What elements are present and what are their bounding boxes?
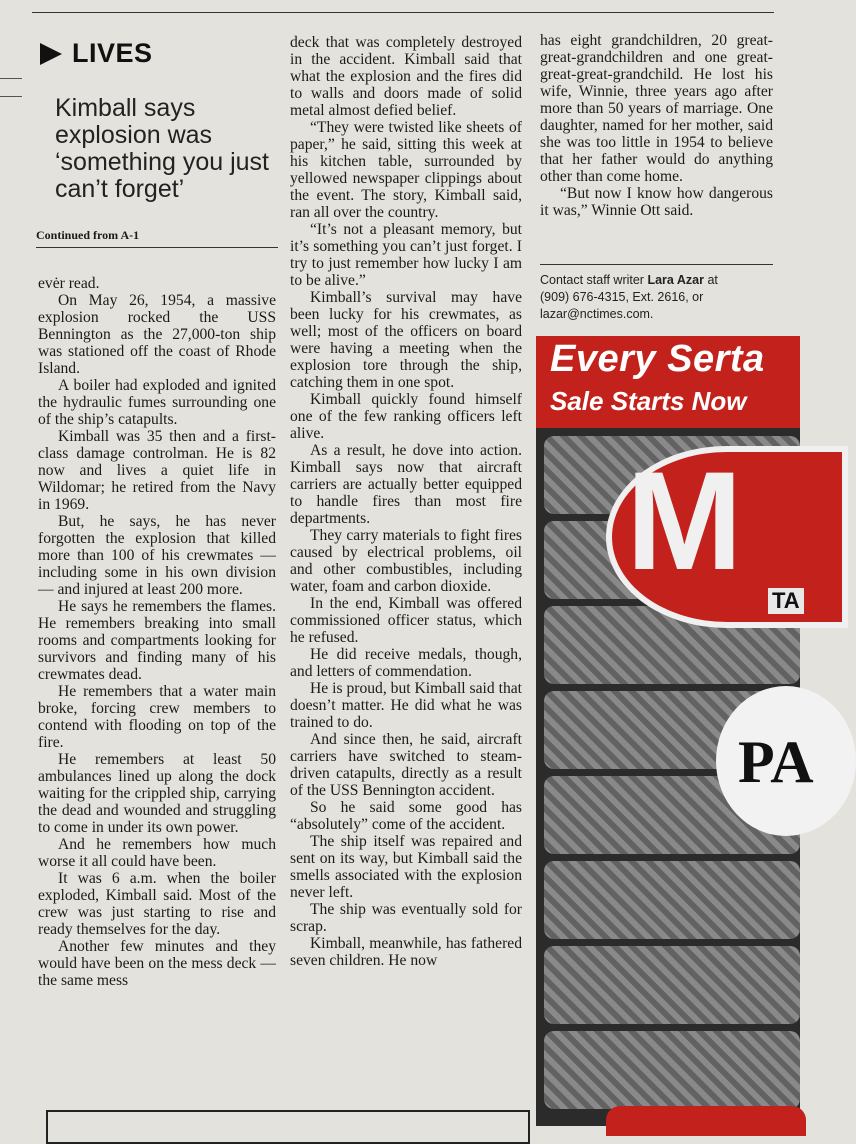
paragraph: In the end, Kimball was offered commissioned officer status, which he refused. [290, 595, 522, 646]
writer-name: Lara Azar [647, 273, 704, 287]
paragraph: Kimball’s survival may have been lucky for his crewmates, as well; most of the officers on board were having a meeting when the explosion tore through the ship, catching them in one spot. [290, 289, 522, 391]
paragraph: He did receive medals, though, and letters of commendation. [290, 646, 522, 680]
contact-email: lazar@nctimes.com. [540, 307, 654, 321]
paragraph: has eight grandchildren, 20 great-great-grandchildren and one great-great-great-grandchild. He lost his wife, Winnie, three years ago after more than 50 years of marriage. One daughter, named for her mother, said she was too little in 1954 to believe that her father would do anything other than come home. [540, 32, 773, 185]
paragraph: “But now I know how dangerous it was,” Winnie Ott said. [540, 185, 773, 219]
paragraph: He remembers that a water main broke, forcing crew members to contend with flooding on top of the fire. [38, 683, 276, 751]
contact-info [540, 272, 776, 323]
top-rule [32, 12, 774, 13]
article-column-2 [290, 34, 522, 969]
article-column-3 [540, 32, 773, 219]
section-label: LIVES [72, 38, 153, 68]
section-kicker [40, 38, 153, 69]
paragraph: He says he remembers the flames. He remembers breaking into small rooms and compartments looking for survivors and finding many of his crewmates dead. [38, 598, 276, 683]
paragraph: A boiler had exploded and ignited the hydraulic fumes surrounding one of the ship’s catapults. [38, 377, 276, 428]
paragraph: And he remembers how much worse it all could have been. [38, 836, 276, 870]
ad-logo-text: M [626, 442, 743, 599]
paragraph: Kimball was 35 then and a first-class damage controlman. He is 82 now and lives a quiet life in Wildomar; he retired from the Navy in 1969. [38, 428, 276, 513]
article-headline: Kimball says explosion was ‘something you just can’t forget’ [55, 94, 270, 203]
paragraph: They carry materials to fight fires caused by electrical problems, oil and other combustibles, including water, foam and carbon dioxide. [290, 527, 522, 595]
mattress-image [544, 946, 800, 1024]
ad-banner [536, 336, 800, 428]
margin-rule [0, 96, 22, 97]
article-column-1 [38, 275, 276, 989]
paragraph: evėr read. [38, 275, 100, 292]
paragraph: And since then, he said, aircraft carriers have switched to steam-driven catapults, directly as a result of the USS Bennington accident. [290, 731, 522, 799]
margin-rule [0, 78, 22, 79]
paragraph: The ship was eventually sold for scrap. [290, 901, 522, 935]
mattress-image [544, 1031, 800, 1109]
paragraph: “They were twisted like sheets of paper,” he said, sitting this week at his kitchen table, surrounded by yellowed newspaper clippings about the event. The story, Kimball said, ran all over the country. [290, 119, 522, 221]
ad-circle-text: PA [738, 729, 814, 795]
ad-bottom-badge [606, 1106, 806, 1136]
paragraph: He is proud, but Kimball said that doesn’t matter. He did what he was trained to do. [290, 680, 522, 731]
continued-from: Continued from A-1 [36, 228, 278, 248]
paragraph: It was 6 a.m. when the boiler exploded, Kimball said. Most of the crew was just starting to rise and ready themselves for the day. [38, 870, 276, 938]
paragraph: deck that was completely destroyed in the accident. Kimball said that what the explosion and the fires did to walls and doors made of solid metal almost defied belief. [290, 34, 522, 119]
paragraph: Kimball, meanwhile, has fathered seven children. He now [290, 935, 522, 969]
paragraph: “It’s not a pleasant memory, but it’s something you can’t just forget. I try to just remember how lucky I am to be alive.” [290, 221, 522, 289]
paragraph: He remembers at least 50 ambulances lined up along the dock waiting for the crippled ship, carrying the dead and wounded and struggling to come in under its own power. [38, 751, 276, 836]
mattress-image [544, 861, 800, 939]
contact-prefix: Contact staff writer [540, 273, 648, 287]
contact-phone: (909) 676-4315, Ext. 2616, or [540, 290, 704, 304]
ad-subhead: Sale Starts Now [550, 386, 747, 416]
paragraph: Kimball quickly found himself one of the few ranking officers left alive. [290, 391, 522, 442]
paragraph: On May 26, 1954, a massive explosion rocked the USS Bennington as the 27,000-ton ship was stationed off the coast of Rhode Island. [38, 292, 276, 377]
paragraph: The ship itself was repaired and sent on its way, but Kimball said the smells associated with the explosion never left. [290, 833, 522, 901]
contact-suffix: at [703, 273, 718, 287]
ad-headline: Every Serta [550, 338, 765, 380]
bottom-box [46, 1110, 530, 1144]
paragraph: As a result, he dove into action. Kimball says now that aircraft carriers are actually better equipped to handle fires than most fire departments. [290, 442, 522, 527]
ad-logo-subtext: TA [768, 588, 804, 614]
paragraph: Another few minutes and they would have been on the mess deck — the same mess [38, 938, 276, 989]
contact-rule [540, 264, 773, 265]
advertisement [536, 336, 814, 1126]
arrow-right-icon [40, 43, 62, 65]
paragraph: So he said some good has “absolutely” come of the accident. [290, 799, 522, 833]
paragraph: But, he says, he has never forgotten the explosion that killed more than 100 of his crewmates — including some in his own division — and injured at least 200 more. [38, 513, 276, 598]
